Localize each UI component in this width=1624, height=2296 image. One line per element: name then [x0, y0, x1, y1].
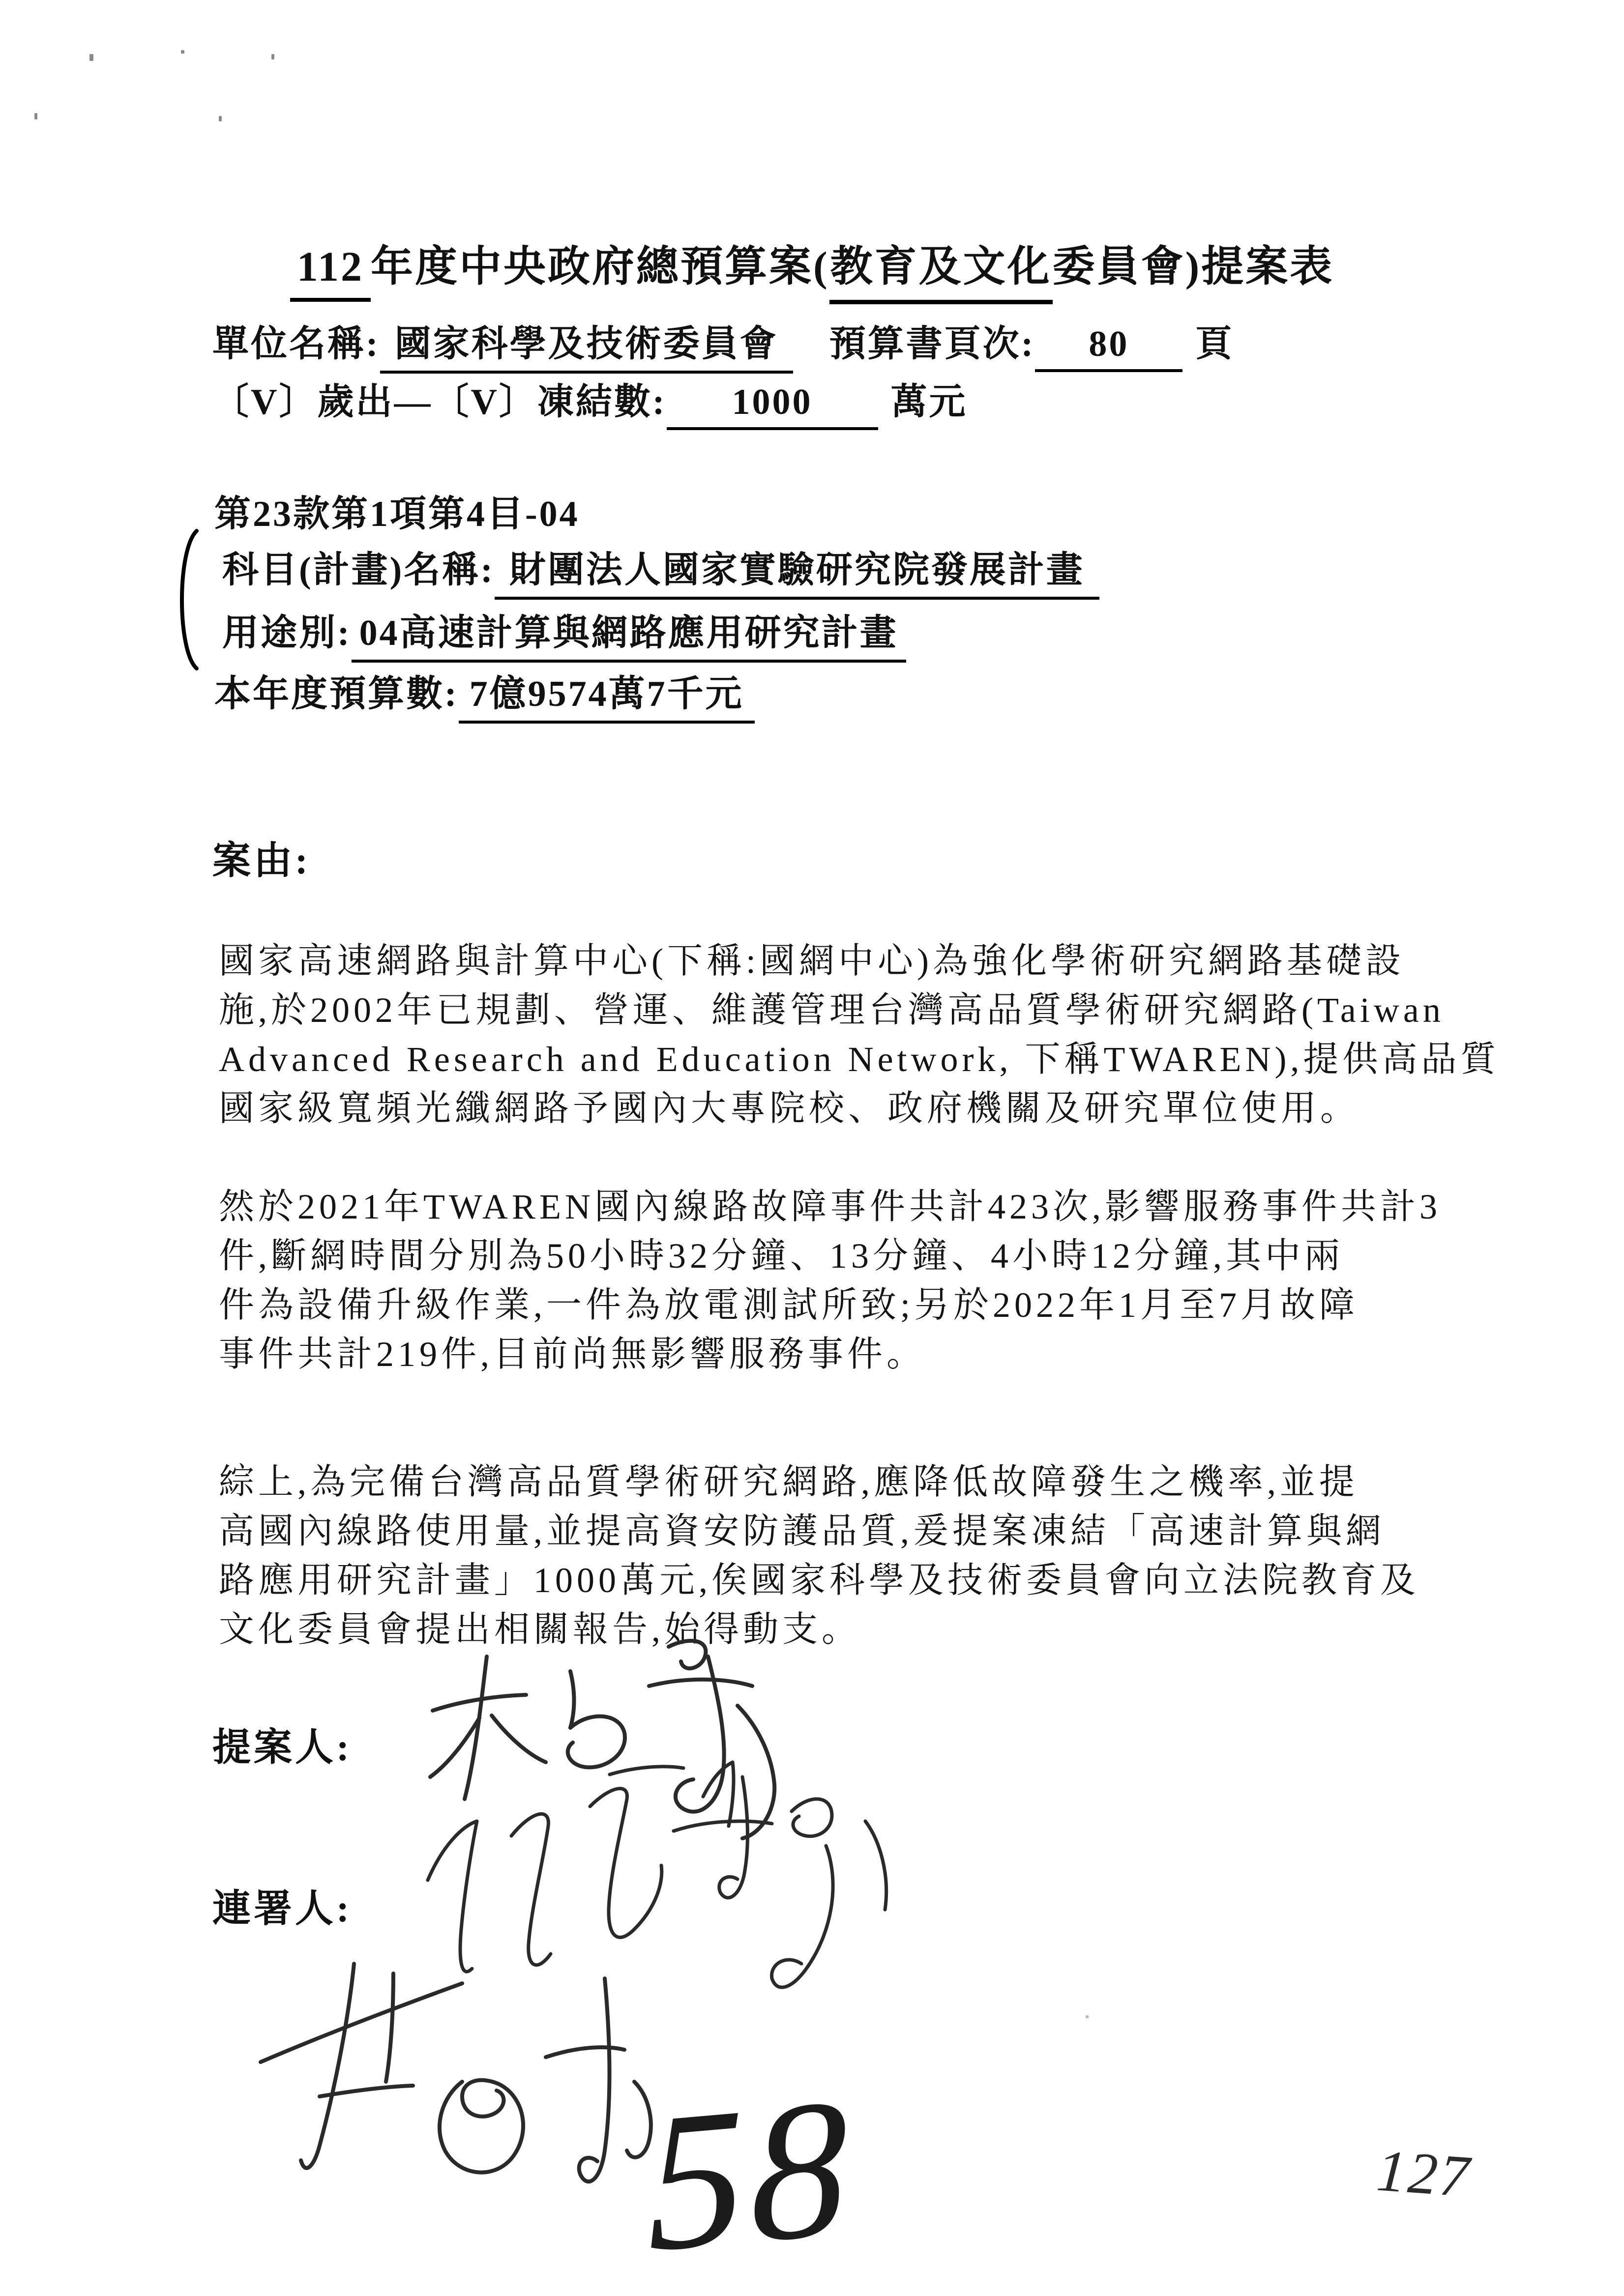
handwritten-page-number: 58	[645, 2057, 855, 2293]
grouping-bracket	[171, 527, 202, 672]
freeze-amount-row	[212, 373, 968, 430]
annual-budget-value: 7億9574萬7千元	[459, 665, 755, 724]
usage-label: 用途別:	[222, 613, 352, 653]
subject-label: 科目(計畫)名稱:	[222, 550, 495, 590]
paragraph-line: 施,於2002年已規劃、營運、維護管理台灣高品質學術研究網路(Taiwan	[219, 990, 1445, 1030]
budget-page-label: 預算書頁次:	[829, 324, 1035, 364]
paragraph-line: 國家高速網路與計算中心(下稱:國網中心)為強化學術研究網路基礎設	[219, 941, 1405, 981]
scan-speck	[181, 50, 184, 54]
title-text-2: 委員會)提案表	[1052, 243, 1334, 290]
paragraph-line: 綜上,為完備台灣高品質學術研究網路,應降低故障發生之機率,並提	[219, 1462, 1359, 1502]
paragraph-line: 路應用研究計畫」1000萬元,俟國家科學及技術委員會向立法院教育及	[219, 1561, 1420, 1600]
subject-row	[222, 541, 1099, 600]
scan-speck	[271, 54, 274, 59]
budget-page-value: 80	[1035, 323, 1182, 372]
title-year-underlined: 112	[290, 242, 371, 302]
paragraph-line: 件為設備升級作業,一件為放電測試所致;另於2022年1月至7月故障	[219, 1285, 1359, 1325]
usage-row	[222, 604, 906, 663]
paragraph-line: 然於2021年TWAREN國內線路故障事件共計423次,影響服務事件共計3	[219, 1187, 1441, 1226]
annual-budget-row	[214, 665, 755, 724]
title-committee-underlined: 教育及文化	[829, 232, 1053, 304]
unit-name-label: 單位名稱:	[212, 324, 380, 364]
paragraph-line: 國家級寬頻光纖網路予國內大專院校、政府機關及研究單位使用。	[219, 1089, 1360, 1128]
title-text-1: 年度中央政府總預算案(	[370, 243, 829, 290]
scan-speck	[34, 113, 37, 119]
case-paragraph-2	[219, 1182, 1441, 1379]
paragraph-line: 文化委員會提出相關報告,始得動支。	[219, 1610, 861, 1649]
usage-value: 04高速計算與網路應用研究計畫	[352, 604, 906, 663]
cosigner-label: 連署人:	[212, 1887, 352, 1930]
case-paragraph-1	[219, 936, 1500, 1133]
scan-speck	[1086, 2015, 1089, 2018]
handwritten-corner-number: 127	[1374, 2137, 1474, 2209]
clause-line	[214, 485, 580, 537]
scan-speck	[219, 116, 222, 121]
freeze-amount-value: 1000	[667, 381, 878, 430]
unit-name-row	[212, 315, 1234, 374]
scan-speck	[89, 54, 93, 61]
paragraph-line: 件,斷網時間分別為50小時32分鐘、13分鐘、4小時12分鐘,其中兩	[219, 1236, 1344, 1276]
paragraph-line: 高國內線路使用量,並提高資安防護品質,爰提案凍結「高速計算與網	[219, 1511, 1386, 1551]
cosigner-signature-2	[231, 1934, 674, 2249]
budget-page-unit: 頁	[1195, 324, 1234, 364]
case-heading: 案由:	[212, 839, 311, 882]
clause-text: 第23款第1項第4目-04	[214, 494, 580, 534]
subject-value: 財團法人國家實驗研究院發展計畫	[495, 541, 1099, 600]
freeze-amount-unit: 萬元	[890, 382, 968, 422]
case-paragraph-3	[219, 1457, 1419, 1654]
proposer-label: 提案人:	[212, 1726, 352, 1769]
paragraph-line: 事件共計219件,目前尚無影響服務事件。	[219, 1335, 926, 1374]
freeze-checkboxes-label: 〔V〕歲出—〔V〕凍結數:	[212, 382, 667, 422]
annual-budget-label: 本年度預算數:	[214, 674, 459, 714]
document-title	[0, 232, 1624, 304]
unit-name-value: 國家科學及技術委員會	[380, 315, 793, 374]
paragraph-line: Advanced Research and Education Network, 下稱TWAREN),提供高品質	[219, 1040, 1500, 1079]
